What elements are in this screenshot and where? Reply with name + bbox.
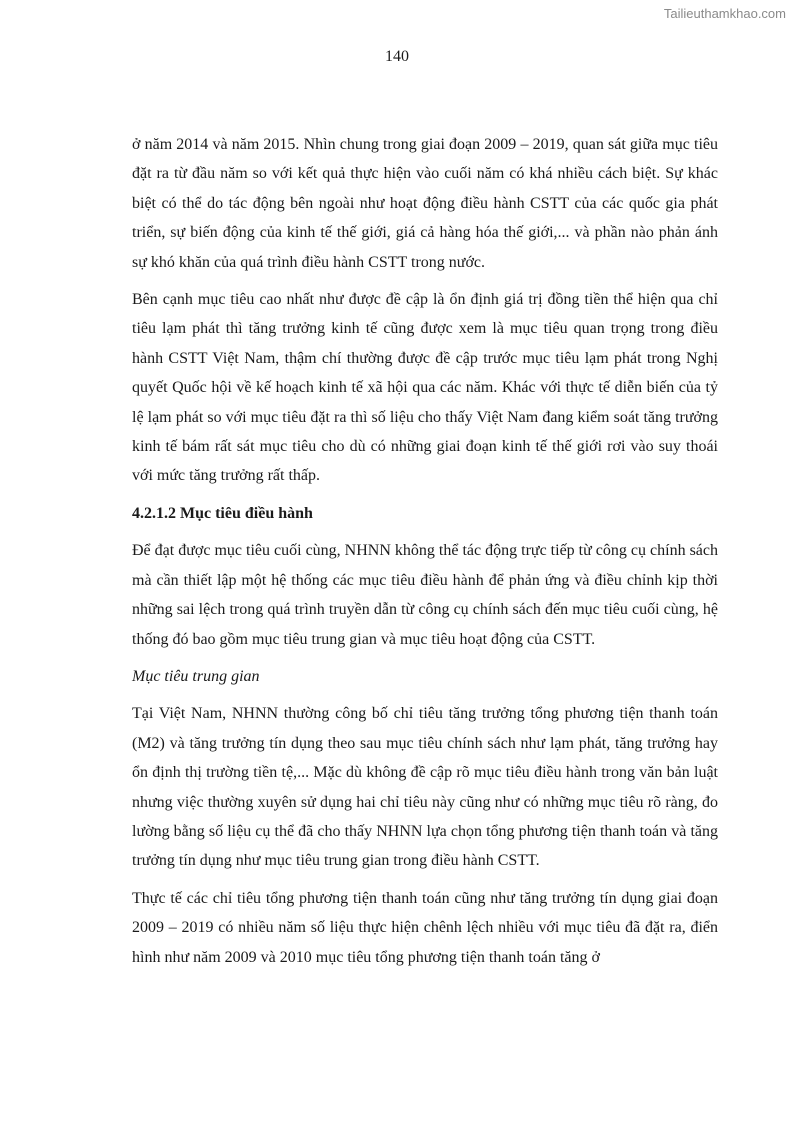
paragraph: ở năm 2014 và năm 2015. Nhìn chung trong giai đoạn 2009 – 2019, quan sát giữa mục tiêu đặt ra từ đầu năm so với kết quả thực hiện vào cuối năm có khá nhiều cách biệt. Sự khác biệt có thể do tác động bên ngoài như hoạt động điều hành CSTT của các quốc gia phát triển, sự biến động của kinh tế thế giới, giá cả hàng hóa thế giới,... và phần nào phản ánh sự khó khăn của quá trình điều hành CSTT trong nước. xyxy=(132,136,718,271)
document-body xyxy=(132,130,718,980)
paragraph: Thực tế các chỉ tiêu tổng phương tiện thanh toán cũng như tăng trưởng tín dụng giai đoạn 2009 – 2019 có nhiều năm số liệu thực hiện chênh lệch nhiều với mục tiêu đã đặt ra, điển hình như năm 2009 và 2010 mục tiêu tổng phương tiện thanh toán tăng ở xyxy=(132,889,718,966)
subsection-heading: Mục tiêu trung gian xyxy=(132,667,260,685)
page-number: 140 xyxy=(385,48,409,65)
paragraph: Bên cạnh mục tiêu cao nhất như được đề cập là ổn định giá trị đồng tiền thể hiện qua chỉ tiêu lạm phát thì tăng trưởng kinh tế cũng được xem là mục tiêu quan trọng trong điều hành CSTT Việt Nam, thậm chí thường được đề cập trước mục tiêu lạm phát trong Nghị quyết Quốc hội về kế hoạch kinh tế xã hội qua các năm. Khác với thực tế diễn biến của tỷ lệ lạm phát so với mục tiêu đặt ra thì số liệu cho thấy Việt Nam đang kiểm soát tăng trưởng kinh tế bám rất sát mục tiêu cho dù có những giai đoạn kinh tế thế giới rơi vào suy thoái với mức tăng trưởng rất thấp. xyxy=(132,291,718,485)
paragraph: Tại Việt Nam, NHNN thường công bố chỉ tiêu tăng trưởng tổng phương tiện thanh toán (M2) và tăng trưởng tín dụng theo sau mục tiêu chính sách như lạm phát, tăng trưởng hay ổn định thị trường tiền tệ,... Mặc dù không đề cập rõ mục tiêu điều hành trong văn bản luật nhưng việc thường xuyên sử dụng hai chỉ tiêu này cũng như có những mục tiêu rõ ràng, đo lường bằng số liệu cụ thể đã cho thấy NHNN lựa chọn tổng phương tiện thanh toán và tăng trưởng tín dụng như mục tiêu trung gian trong điều hành CSTT. xyxy=(132,705,718,870)
watermark: Tailieuthamkhao.com xyxy=(663,6,786,21)
paragraph: Để đạt được mục tiêu cuối cùng, NHNN không thể tác động trực tiếp từ công cụ chính sách mà cần thiết lập một hệ thống các mục tiêu điều hành để phản ứng và điều chỉnh kịp thời những sai lệch trong quá trình truyền dẫn từ công cụ chính sách đến mục tiêu cuối cùng, hệ thống đó bao gồm mục tiêu trung gian và mục tiêu hoạt động của CSTT. xyxy=(132,542,718,648)
section-heading: 4.2.1.2 Mục tiêu điều hành xyxy=(132,504,313,522)
